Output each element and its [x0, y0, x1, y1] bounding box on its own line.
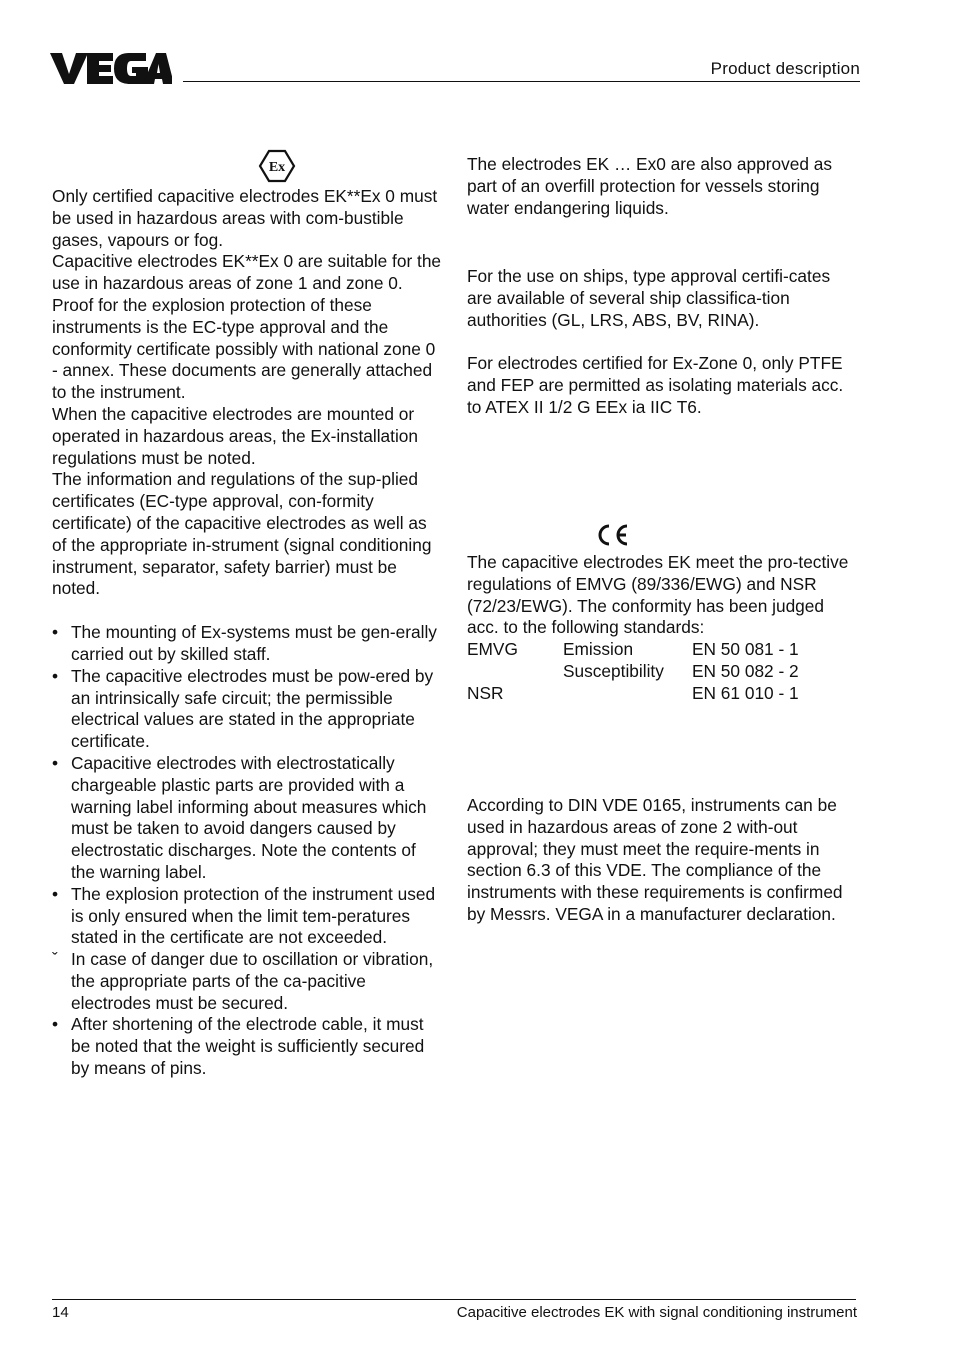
vega-logo — [50, 50, 172, 86]
table-row — [467, 661, 799, 683]
bullet-text: After shortening of the electrode cable, it must be noted that the weight is sufficiently secured by means of pins. — [71, 1014, 425, 1079]
directive-cell — [467, 661, 563, 683]
page-number: 14 — [52, 1304, 69, 1321]
paragraph-zone2-declaration: According to DIN VDE 0165, instruments can be used in hazardous areas of zone 2 with-out approval; they must meet the require-ments in section 6.3 of this VDE. The compliance of the instruments with these requirements is confirmed by Messrs. VEGA in a manufacturer declaration. — [467, 795, 843, 924]
paragraph-certificate-information: The information and regulations of the sup-plied certificates (EC-type approval, con-formity certificate) of the capacitive electrodes as well as of the appropriate in-strument (signal conditioning instrument, separator, safety barrier) must be noted. — [52, 469, 432, 599]
standard-cell: EN 50 081 - 1 — [692, 639, 799, 660]
ce-mark-icon — [596, 523, 632, 547]
ex-mark-icon — [258, 149, 296, 183]
svg-text:Ex: Ex — [268, 160, 286, 175]
bullet-item — [52, 666, 442, 753]
paragraph-certified-electrodes: Only certified capacitive electrodes EK**Ex 0 must be used in hazardous areas with com-bustible gases, vapours or fog. — [52, 186, 438, 250]
standards-table — [467, 639, 799, 704]
table-row — [467, 639, 799, 661]
bullet-marker: • — [52, 883, 59, 904]
type-cell: Susceptibility — [563, 660, 664, 681]
left-column — [52, 186, 442, 1080]
directive-cell: EMVG — [467, 639, 518, 660]
bullet-item — [52, 1014, 442, 1079]
bullet-item — [52, 949, 442, 1014]
header-rule — [183, 81, 860, 82]
right-column-ce — [467, 552, 857, 705]
bullet-marker: • — [52, 752, 59, 773]
directive-cell: NSR — [467, 682, 504, 703]
bullet-item — [52, 884, 442, 949]
footer-document-title: Capacitive electrodes EK with signal conditioning instrument — [456, 1304, 857, 1321]
paragraph-ex-zone-materials: For electrodes certified for Ex-Zone 0, only PTFE and FEP are permitted as isolating materials acc. to ATEX II 1/2 G EEx ia IIC T6. — [467, 353, 844, 417]
bullet-item — [52, 622, 442, 666]
paragraph-ship-approval: For the use on ships, type approval certifi-cates are available of several ship classifica-tion authorities (GL, LRS, ABS, BV, RINA). — [467, 266, 831, 330]
paragraph-overfill-protection: The electrodes EK … Ex0 are also approved as part of an overfill protection for vessels storing water endangering liquids. — [467, 154, 833, 218]
paragraph-ce-conformity: The capacitive electrodes EK meet the pro-tective regulations of EMVG (89/336/EWG) and NSR (72/23/EWG). The conformity has been judged acc. to the following standards: — [467, 552, 849, 638]
footer-rule — [52, 1299, 856, 1300]
right-column-ships — [467, 266, 857, 419]
bullet-text: The explosion protection of the instrument used is only ensured when the limit tem-peratures stated in the certificate are not exceeded. — [71, 883, 436, 948]
paragraph-zone-suitability: Capacitive electrodes EK**Ex 0 are suitable for the use in hazardous areas of zone 1 and zone 0. Proof for the explosion protection of these instruments is the EC-type approval and the conformity certificate possibly with national zone 0 - annex. These documents are generally attached to the instrument. — [52, 251, 442, 403]
type-cell: Emission — [563, 639, 634, 660]
safety-bullet-list — [52, 622, 442, 1080]
bullet-text: Capacitive electrodes with electrostatically chargeable plastic parts are provided with a warning label informing about measures which must be taken to avoid dangers caused by electrostatic discharges. Note the contents of the warning label. — [71, 752, 427, 882]
table-row — [467, 683, 799, 705]
paragraph-installation-regulations: When the capacitive electrodes are mounted or operated in hazardous areas, the Ex-installation regulations must be noted. — [52, 403, 419, 468]
bullet-item — [52, 753, 442, 884]
bullet-text: The capacitive electrodes must be pow-ered by an intrinsically safe circuit; the permissible electrical values are stated in the appropriate certificate. — [71, 665, 434, 752]
section-title: Product description — [710, 59, 860, 78]
bullet-marker: • — [52, 665, 59, 686]
bullet-marker: ˇ — [52, 949, 58, 970]
bullet-text: The mounting of Ex-systems must be gen-erally carried out by skilled staff. — [71, 622, 437, 664]
bullet-marker: • — [52, 1014, 59, 1035]
type-cell — [563, 683, 692, 705]
right-column-top — [467, 154, 857, 219]
standard-cell: EN 61 010 - 1 — [692, 682, 799, 703]
bullet-marker: • — [52, 622, 59, 643]
standard-cell: EN 50 082 - 2 — [692, 660, 799, 681]
bullet-text: In case of danger due to oscillation or vibration, the appropriate parts of the ca-pacitive electrodes must be secured. — [71, 949, 434, 1013]
right-column-zone2 — [467, 795, 857, 926]
